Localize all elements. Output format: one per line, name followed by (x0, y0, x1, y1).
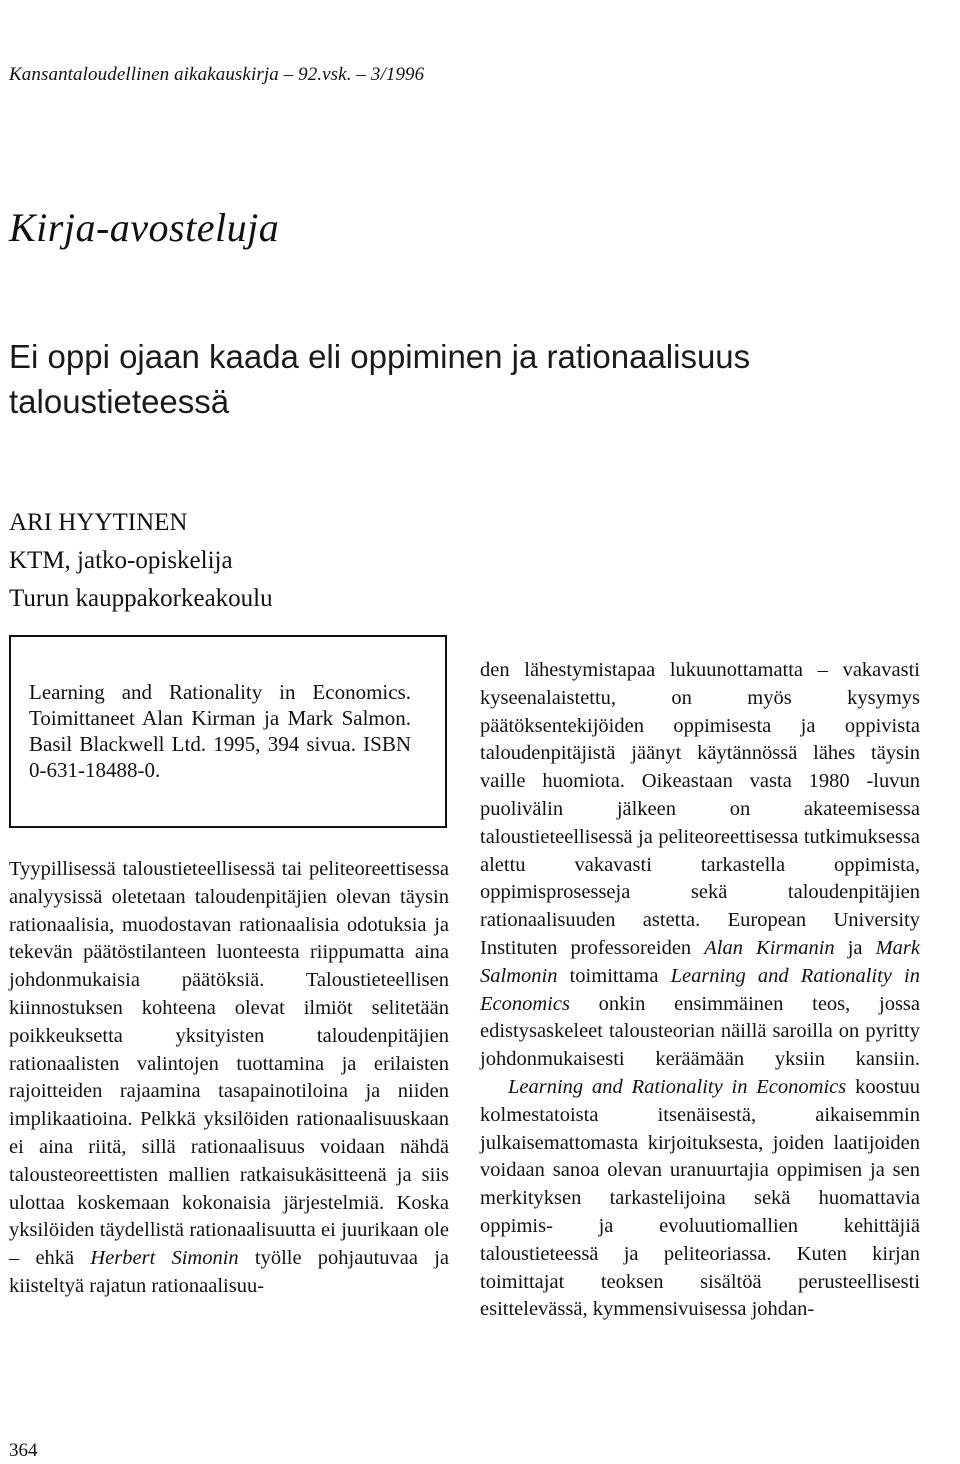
right-paragraph-2 (480, 1074, 920, 1324)
book-info-text: Learning and Rationality in Economics. Toimittaneet Alan Kirman ja Mark Salmon. Basil Blackwell Ltd. 1995, 394 sivua. ISBN 0-631-18488-0. (29, 680, 411, 782)
right-p1-text-c: toimittama (557, 964, 671, 987)
left-p1-text-a: Tyypillisessä taloustieteellisessä tai peliteoreettisessa analyysissä oletetaan taloudenpitäjien olevan täysin rationaalisia, muodostavan rationaalisia odotuksia ja tekevän päätöstilanteen luonteesta riippumatta aina johdonmukaisia päätöksiä. Taloustieteellisen kiinnostuksen kohteena olevat ilmiöt selitetään poikkeuksetta yksityisten taloudenpitäjien rationaalisten valintojen tuottamina ja erilaisten rajoitteiden rajaamina tasapainotiloina ja niiden implikaatioina. Pelkkä yksilöiden rationaalisuuskaan ei aina riitä, sillä rationaalisuus voidaan nähdä talousteoreettisten mallien ratkaisukäsitteenä ja siis ulottaa koskemaan kokonaisia järjestelmiä. Koska yksilöiden täydellistä rationaalisuutta ei juurikaan ole – ehkä (9, 858, 449, 1270)
section-title: Kirja-avosteluja (9, 205, 280, 250)
author-name: ARI HYYTINEN (9, 509, 188, 536)
author-degree: KTM, jatko-opiskelija (9, 547, 233, 574)
right-p1-name-salmon: Mark Salmonin (480, 936, 920, 987)
article-title-line-2: taloustieteessä (9, 383, 230, 420)
author-affiliation: Turun kauppakorkeakoulu (9, 585, 273, 612)
right-p2-text-a: koostuu kolmestatoista itsenäisestä, aikaisemmin julkaisemattomasta kirjoituksesta, joiden laatijoiden voidaan sanoa olevan uranuurtajia oppimisen ja sen merkityksen tarkastelijoina sekä huomattavia oppimis- ja evoluutiomallien kehittäjiä taloustieteessä ja peliteoriassa. Kuten kirjan toimittajat teoksen sisältöä perusteellisesti esittelevässä, kymmensivuisessa johdan- (480, 1075, 920, 1321)
book-info-box (9, 635, 447, 828)
left-column (9, 856, 449, 1301)
right-p2-book-title: Learning and Rationality in Economics (508, 1075, 847, 1098)
article-title (9, 334, 909, 424)
author-block (9, 504, 273, 618)
right-p1-text-b: ja (834, 936, 876, 959)
right-p1-text-a: den lähestymistapaa lukuunottamatta – vakavasti kyseenalaistettu, on myös kysymys päätöksentekijöiden oppimisesta ja oppivista taloudenpitäjistä jäänyt käytännössä lähes täysin vaille huomiota. Oikeastaan vasta 1980 -luvun puolivälin jälkeen on akateemisessa taloustieteellisessä ja peliteoreettisessa tutkimuksessa alettu vakavasti tarkastella oppimista, oppimisprosesseja sekä taloudenpitäjien rationaalisuuden astetta. European University Instituten professoreiden (480, 659, 920, 959)
right-p1-name-kirman: Alan Kirmanin (704, 936, 835, 959)
page-number: 364 (9, 1440, 38, 1461)
right-paragraph-1 (480, 657, 920, 1074)
left-p1-name-simon: Herbert Simonin (90, 1247, 239, 1270)
right-column (480, 657, 920, 1324)
right-p1-text-d: onkin ensimmäinen teos, jossa edistysaskeleet talousteorian näillä saroilla on pyritty johdonmukaisesti keräämään yksiin kansiin. (480, 992, 920, 1071)
left-paragraph-1 (9, 856, 449, 1301)
right-p1-book-title: Learning and Rationality in Economics (480, 964, 920, 1015)
left-p1-text-b: työlle pohjautuvaa ja kiisteltyä rajatun rationaalisuu- (9, 1247, 449, 1297)
article-title-line-1: Ei oppi ojaan kaada eli oppiminen ja rationaalisuus (9, 338, 751, 375)
journal-header: Kansantaloudellinen aikakauskirja – 92.vsk. – 3/1996 (9, 64, 425, 85)
